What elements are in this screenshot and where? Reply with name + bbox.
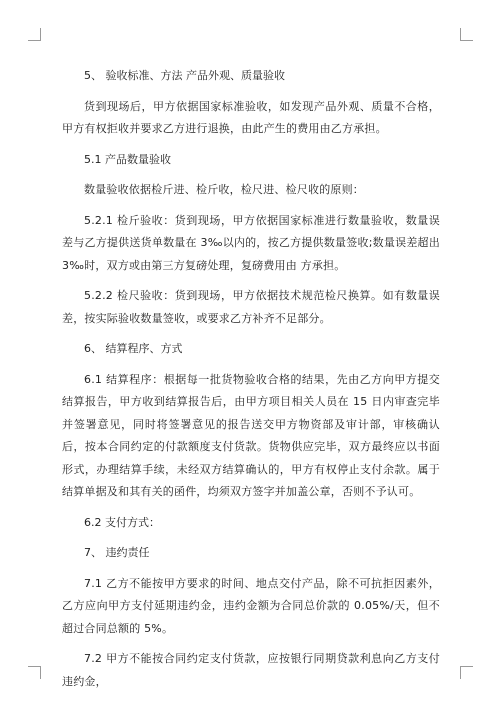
document-body (62, 65, 440, 701)
paragraph-5-2-2: 5.2.2 检尺验收：货到现场，甲方依据技术规范检尺换算。如有数量误差，按实际验收数量签收，或要求乙方补齐不足部分。 (62, 289, 440, 325)
crop-mark-top-right (460, 28, 473, 41)
subheading-5-1: 5.1 产品数量验收 (84, 152, 171, 166)
paragraph-7-1: 7.1 乙方不能按甲方要求的时间、地点交付产品，除不可抗拒因素外，乙方应向甲方支付延期违约金，违约金额为合同总价款的 0.05%/天，但不超过合同总额的 5%。 (62, 576, 440, 635)
section-heading-6: 6、 结算程序、方式 (84, 342, 183, 355)
paragraph-5-2-1: 5.2.1 检斤验收：货到现场，甲方依据国家标准进行数量验收，数量误差与乙方提供送货单数量在 3‰以内的，按乙方提供数量签收;数量误差超出 3‰时，双方或由第三方复磅处理，复磅费用由 方承担。 (62, 213, 440, 272)
paragraph-6-1: 6.1 结算程序：根据每一批货物验收合格的结果，先由乙方向甲方提交结算报告，甲方收到结算报告后，由甲方项目相关人员在 15 日内审查完毕并签署意见，同时将签署意见的报告送交甲方物资部及审计部，审核确认后，按本合同约定的付款额度支付货款。货物供应完毕，双方最终应以书面形式，办理结算手续，未经双方结算确认的，甲方有权停止支付余款。属于结算单据及和其有关的函件，均须双方签字并加盖公章，否则不予认可。 (62, 372, 440, 498)
paragraph-quantity-principle: 数量验收依据检斤进、检斤收，检尺进、检尺收的原则： (84, 183, 364, 196)
crop-mark-bottom-right (460, 666, 473, 679)
paragraph-7-2: 7.2 甲方不能按合同约定支付货款，应按银行同期贷款利息向乙方支付违约金， (62, 652, 440, 688)
section-heading-5: 5、 验收标准、方法 产品外观、质量验收 (84, 69, 285, 82)
subheading-6-2: 6.2 支付方式： (84, 515, 160, 529)
crop-mark-top-left (28, 28, 41, 41)
crop-mark-bottom-left (28, 666, 41, 679)
paragraph-quality-inspection: 货到现场后，甲方依据国家标准验收，如发现产品外观、质量不合格，甲方有权拒收并要求乙方进行退换，由此产生的费用由乙方承担。 (62, 99, 440, 135)
section-heading-7: 7、 违约责任 (84, 546, 150, 559)
